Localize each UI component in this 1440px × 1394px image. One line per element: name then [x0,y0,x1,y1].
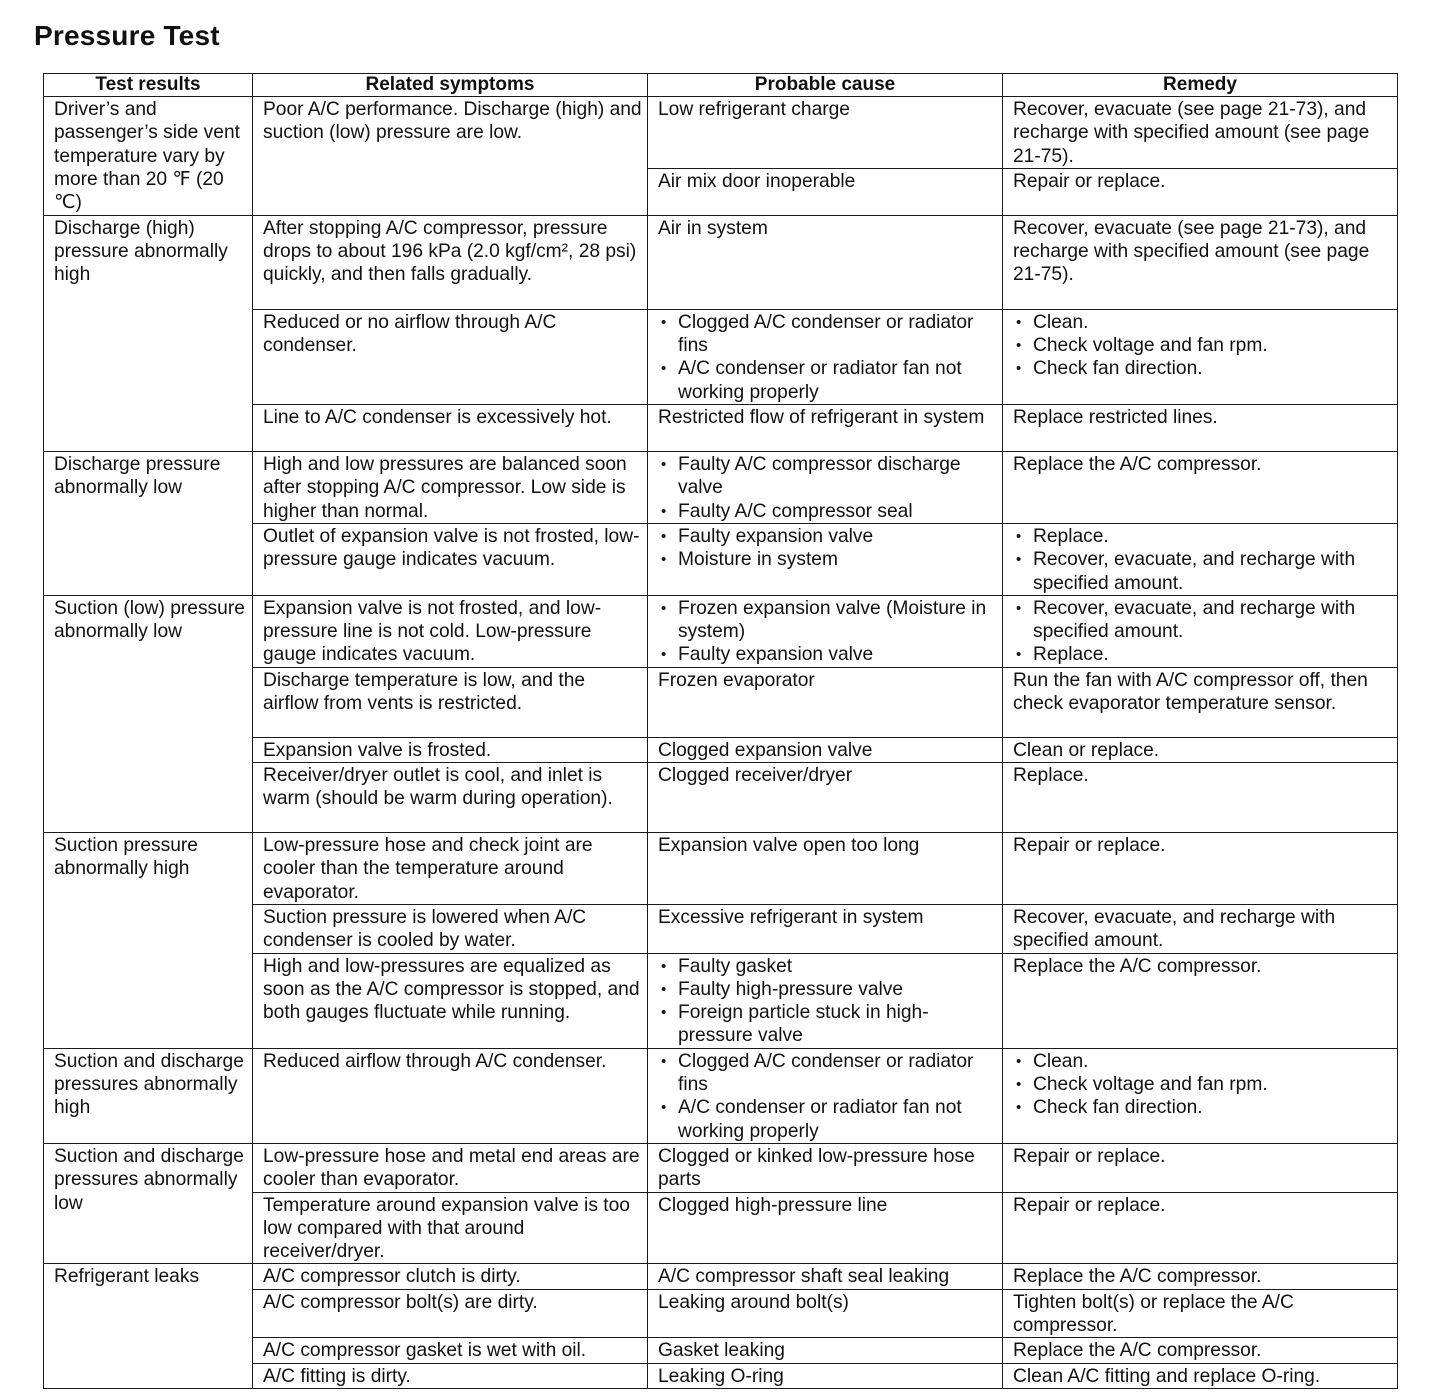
remedy-item: • Clean. [1013,311,1393,334]
remedy-cell [1003,595,1398,667]
cause-cell: Clogged expansion valve [648,737,1003,762]
remedy-item: • Clean. [1013,1050,1393,1073]
test-result-cell: Driver’s and passenger’s side vent temperature vary by more than 20 ℉ (20 ℃) [44,97,253,216]
cause-cell [648,953,1003,1048]
symptom-cell: Poor A/C performance. Discharge (high) and suction (low) pressure are low. [253,97,648,216]
symptom-cell: Outlet of expansion valve is not frosted, low-pressure gauge indicates vacuum. [253,523,648,595]
table-row [44,1143,1398,1192]
table-row [44,452,1398,524]
remedy-cell: Replace restricted lines. [1003,405,1398,452]
cause-cell: A/C compressor shaft seal leaking [648,1264,1003,1289]
cause-cell: Clogged receiver/dryer [648,763,1003,833]
cause-cell: Low refrigerant charge [648,97,1003,169]
symptom-cell: Low-pressure hose and metal end areas are cooler than evaporator. [253,1143,648,1192]
remedy-list [1013,311,1393,381]
symptom-cell: Low-pressure hose and check joint are cooler than the temperature around evaporator. [253,833,648,905]
cause-cell: Leaking O-ring [648,1363,1003,1388]
table-row [44,97,1398,169]
cause-item: • Moisture in system [658,548,998,571]
symptom-cell: High and low pressures are balanced soon after stopping A/C compressor. Low side is higher than normal. [253,452,648,524]
cause-list [658,1050,998,1143]
cause-item: • Frozen expansion valve (Moisture in system) [658,597,998,644]
remedy-item: • Replace. [1013,643,1393,666]
test-result-cell: Suction pressure abnormally high [44,833,253,1049]
remedy-item: • Check fan direction. [1013,1096,1393,1119]
symptom-cell: A/C compressor gasket is wet with oil. [253,1338,648,1363]
symptom-cell: Discharge temperature is low, and the airflow from vents is restricted. [253,667,648,737]
cause-list [658,311,998,404]
table-row [44,215,1398,309]
symptom-cell: A/C fitting is dirty. [253,1363,648,1388]
remedy-cell: Clean A/C fitting and replace O-ring. [1003,1363,1398,1388]
pressure-test-table [43,73,1398,1389]
remedy-list [1013,525,1393,595]
table-row [44,1264,1398,1289]
cause-cell [648,309,1003,404]
symptom-cell: A/C compressor clutch is dirty. [253,1264,648,1289]
cause-cell: Gasket leaking [648,1338,1003,1363]
symptom-cell: After stopping A/C compressor, pressure drops to about 196 kPa (2.0 kgf/cm², 28 psi) quickly, and then falls gradually. [253,215,648,309]
test-result-cell: Suction and discharge pressures abnormally low [44,1143,253,1263]
cause-item: • Faulty expansion valve [658,525,998,548]
cause-cell [648,595,1003,667]
header-probable-cause: Probable cause [648,74,1003,97]
symptom-cell: Line to A/C condenser is excessively hot. [253,405,648,452]
table-row [44,595,1398,667]
remedy-cell: Repair or replace. [1003,1192,1398,1264]
symptom-cell: Expansion valve is frosted. [253,737,648,762]
symptom-cell: Suction pressure is lowered when A/C condenser is cooled by water. [253,904,648,953]
remedy-cell: Recover, evacuate, and recharge with specified amount. [1003,904,1398,953]
symptom-cell: Temperature around expansion valve is too low compared with that around receiver/dryer. [253,1192,648,1264]
remedy-item: • Check fan direction. [1013,357,1393,380]
cause-item: • Faulty high-pressure valve [658,978,998,1001]
remedy-cell: Recover, evacuate (see page 21-73), and recharge with specified amount (see page 21-75). [1003,215,1398,309]
remedy-item: • Recover, evacuate, and recharge with specified amount. [1013,548,1393,595]
remedy-cell: Repair or replace. [1003,168,1398,215]
remedy-cell: Replace the A/C compressor. [1003,452,1398,524]
remedy-cell: Tighten bolt(s) or replace the A/C compressor. [1003,1289,1398,1338]
cause-cell [648,523,1003,595]
test-result-cell: Discharge pressure abnormally low [44,452,253,596]
cause-list [658,453,998,523]
cause-cell [648,1048,1003,1143]
header-row [44,74,1398,97]
cause-item: • A/C condenser or radiator fan not working properly [658,357,998,404]
symptom-cell: Receiver/dryer outlet is cool, and inlet is warm (should be warm during operation). [253,763,648,833]
remedy-cell: Replace the A/C compressor. [1003,1338,1398,1363]
cause-list [658,597,998,667]
remedy-item: • Replace. [1013,525,1393,548]
remedy-cell: Repair or replace. [1003,833,1398,905]
cause-item: • Faulty A/C compressor discharge valve [658,453,998,500]
page-title: Pressure Test [34,20,220,51]
test-result-cell: Suction (low) pressure abnormally low [44,595,253,832]
test-result-cell: Suction and discharge pressures abnormally high [44,1048,253,1143]
remedy-cell [1003,309,1398,404]
remedy-cell [1003,523,1398,595]
header-remedy: Remedy [1003,74,1398,97]
symptom-cell: Reduced airflow through A/C condenser. [253,1048,648,1143]
symptom-cell: High and low-pressures are equalized as soon as the A/C compressor is stopped, and both gauges fluctuate while running. [253,953,648,1048]
cause-cell: Clogged high-pressure line [648,1192,1003,1264]
table-row [44,833,1398,905]
cause-item: • Clogged A/C condenser or radiator fins [658,1050,998,1097]
cause-item: • A/C condenser or radiator fan not working properly [658,1096,998,1143]
remedy-cell: Recover, evacuate (see page 21-73), and recharge with specified amount (see page 21-75). [1003,97,1398,169]
symptom-cell: A/C compressor bolt(s) are dirty. [253,1289,648,1338]
remedy-item: • Check voltage and fan rpm. [1013,334,1393,357]
cause-cell: Expansion valve open too long [648,833,1003,905]
symptom-cell: Reduced or no airflow through A/C condenser. [253,309,648,404]
remedy-cell: Clean or replace. [1003,737,1398,762]
cause-cell: Clogged or kinked low-pressure hose parts [648,1143,1003,1192]
remedy-cell: Replace the A/C compressor. [1003,1264,1398,1289]
test-result-cell: Refrigerant leaks [44,1264,253,1388]
cause-item: • Faulty A/C compressor seal [658,500,998,523]
cause-cell: Excessive refrigerant in system [648,904,1003,953]
remedy-list [1013,1050,1393,1120]
remedy-cell: Repair or replace. [1003,1143,1398,1192]
cause-cell: Air mix door inoperable [648,168,1003,215]
cause-cell: Air in system [648,215,1003,309]
table-body [44,97,1398,1389]
cause-list [658,955,998,1048]
cause-cell: Frozen evaporator [648,667,1003,737]
remedy-cell: Run the fan with A/C compressor off, then check evaporator temperature sensor. [1003,667,1398,737]
remedy-cell: Replace. [1003,763,1398,833]
cause-item: • Clogged A/C condenser or radiator fins [658,311,998,358]
test-result-cell: Discharge (high) pressure abnormally high [44,215,253,451]
remedy-list [1013,597,1393,667]
remedy-cell [1003,1048,1398,1143]
header-related-symptoms: Related symptoms [253,74,648,97]
remedy-cell: Replace the A/C compressor. [1003,953,1398,1048]
table-row [44,1048,1398,1143]
remedy-item: • Check voltage and fan rpm. [1013,1073,1393,1096]
cause-item: • Faulty expansion valve [658,643,998,666]
cause-list [658,525,998,572]
cause-cell: Leaking around bolt(s) [648,1289,1003,1338]
header-test-results: Test results [44,74,253,97]
remedy-item: • Recover, evacuate, and recharge with specified amount. [1013,597,1393,644]
symptom-cell: Expansion valve is not frosted, and low-pressure line is not cold. Low-pressure gauge indicates vacuum. [253,595,648,667]
cause-item: • Foreign particle stuck in high-pressure valve [658,1001,998,1048]
cause-item: • Faulty gasket [658,955,998,978]
cause-cell: Restricted flow of refrigerant in system [648,405,1003,452]
cause-cell [648,452,1003,524]
